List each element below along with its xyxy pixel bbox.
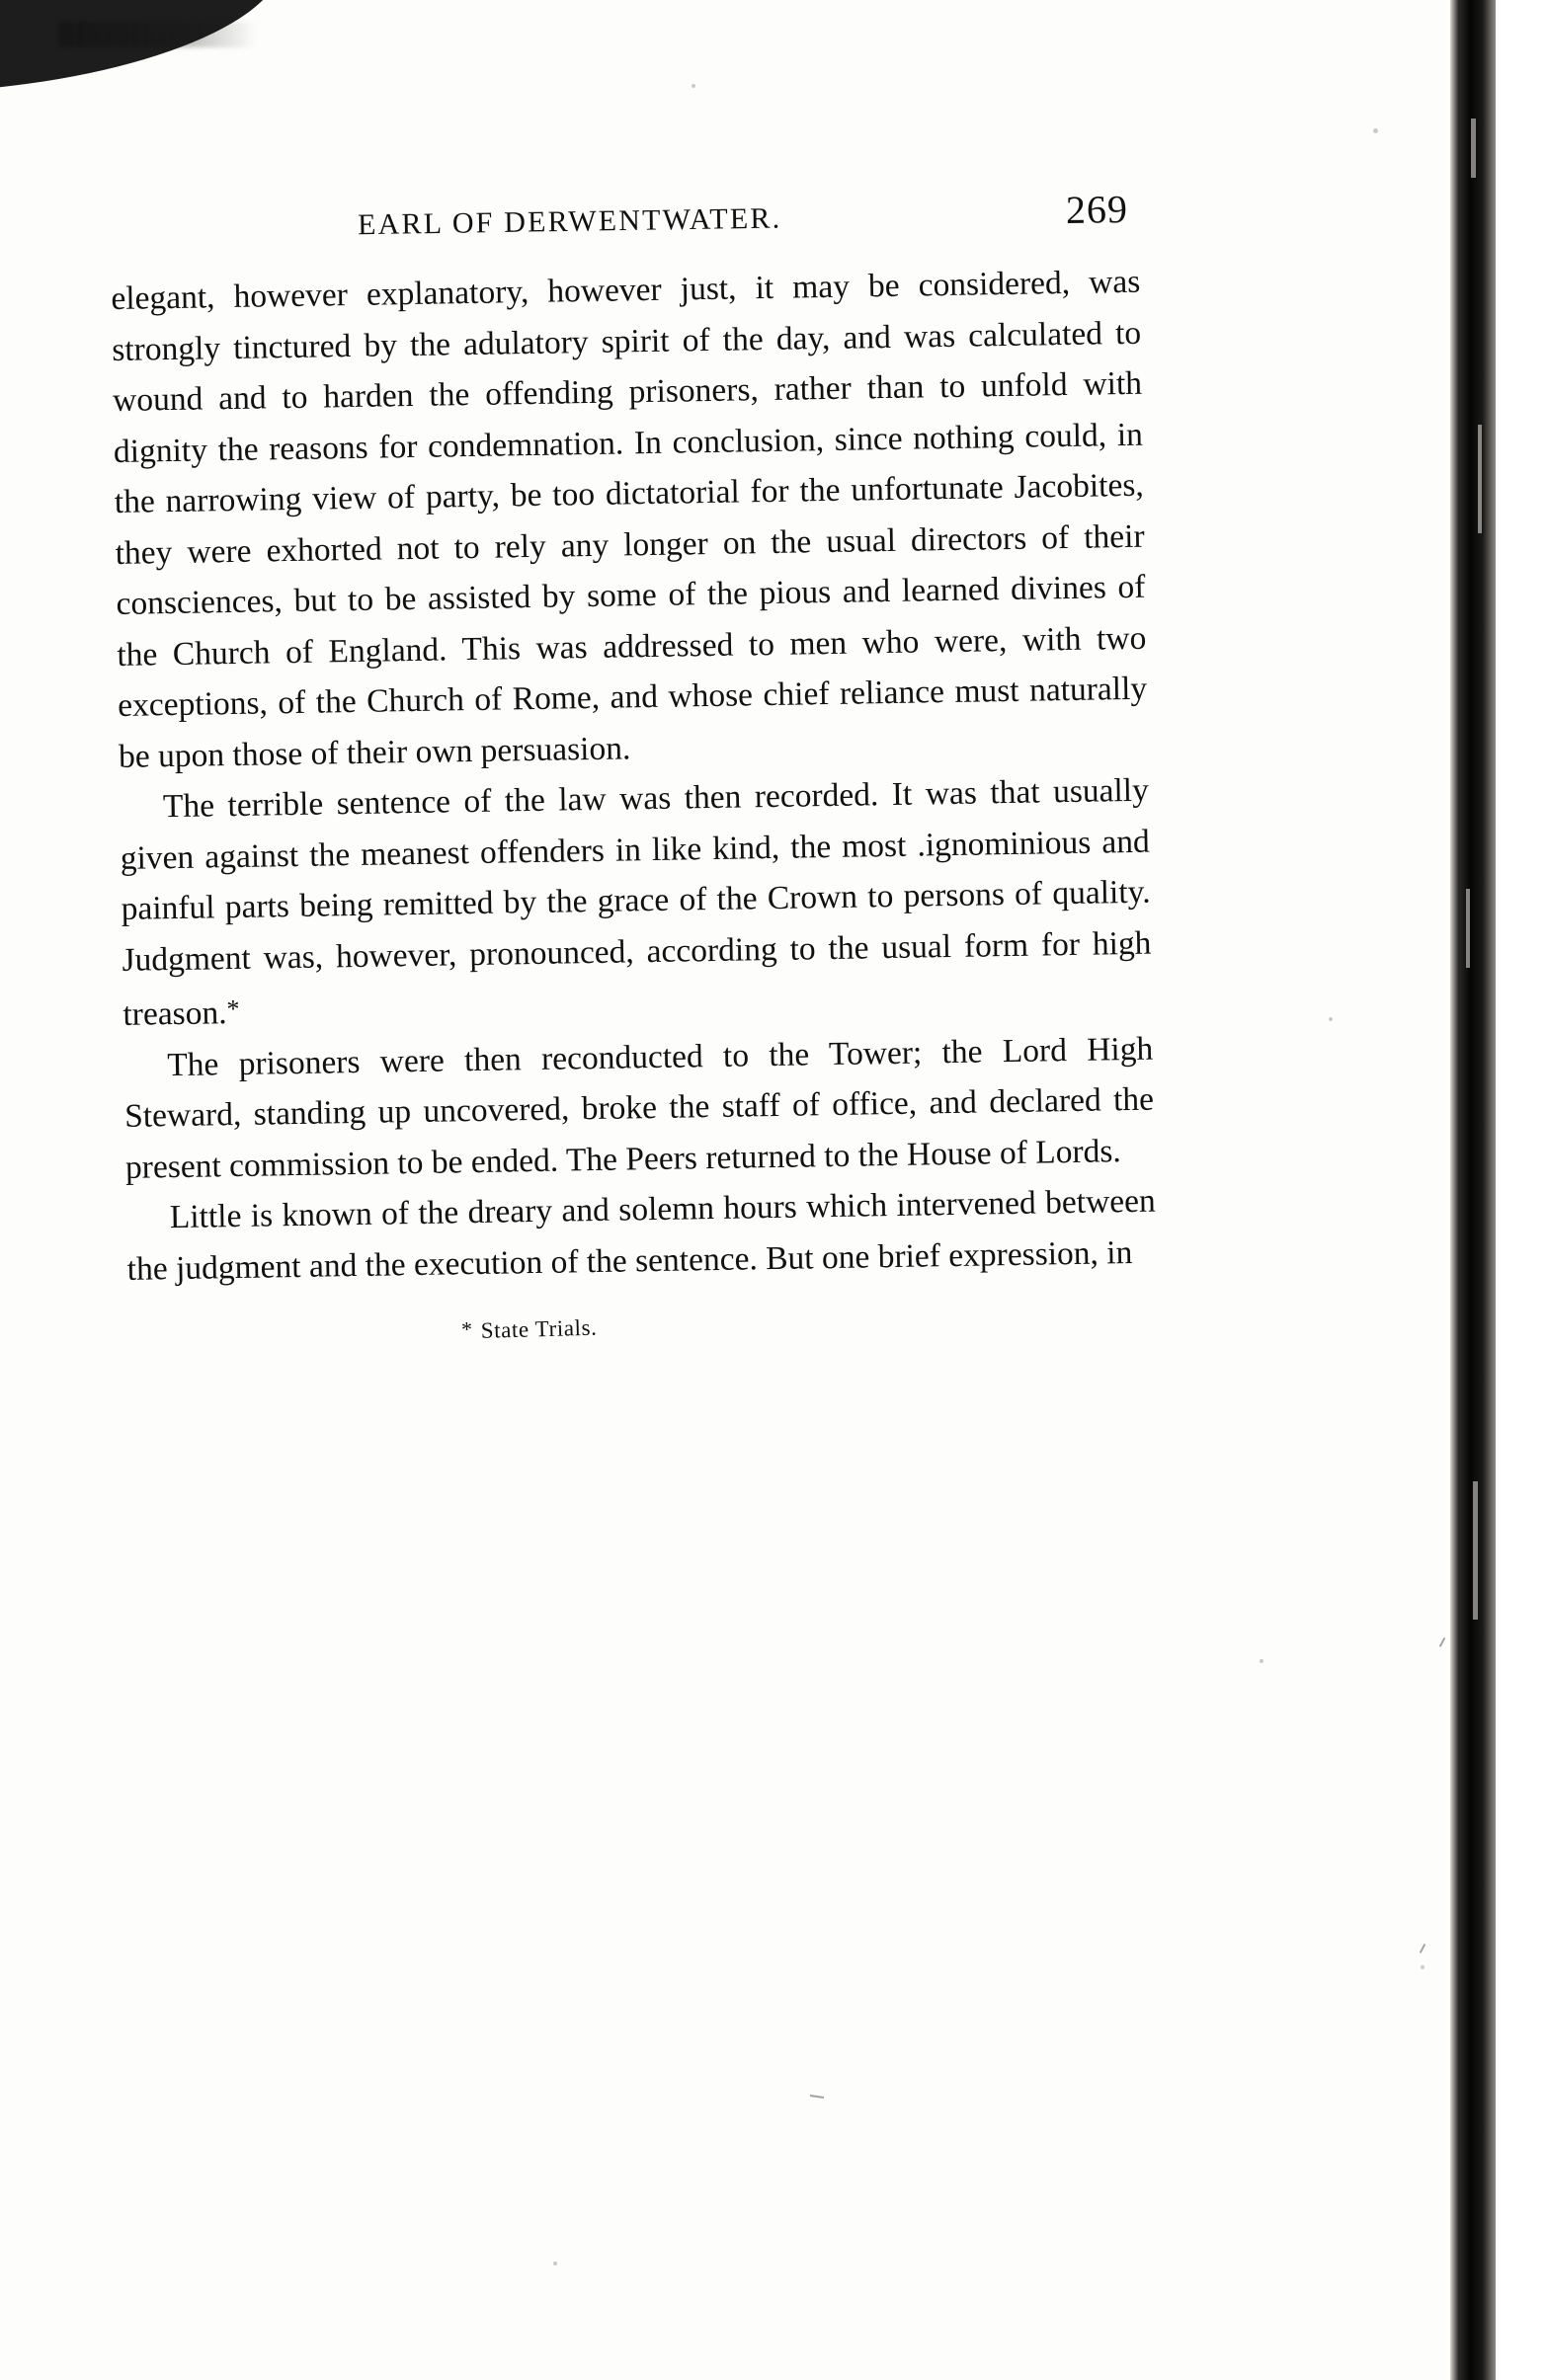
dust-speck (1421, 1965, 1425, 1969)
paragraph-2-text: The terrible sentence of the law was then recorded. It was that usually given against the meanest offenders in like kind, the most .ignominious and painful parts being remitted by the grace of the Crown to persons of quality. Judgment was, however, pronounced, according to the usual form for high treason. (120, 771, 1152, 1033)
scan-corner-streak (59, 22, 257, 47)
running-head: EARL OF DERWENTWATER. (357, 201, 782, 242)
scan-tick (810, 2095, 824, 2099)
text-block (111, 257, 1158, 1348)
gutter-speck (1466, 889, 1470, 968)
dust-speck (1260, 1659, 1263, 1663)
paragraph-4: Little is known of the dreary and solemn hours which intervened between the judgment and the execution of the sentence. But one brief expression, in (126, 1182, 1157, 1288)
footnote-marker: * (460, 1316, 474, 1342)
dust-speck (692, 84, 695, 88)
body-text (111, 257, 1157, 1295)
page-gutter-shadow (1450, 0, 1496, 2380)
paragraph-1: elegant, however explanatory, however just, it may be considered, was strongly tinctured by the adulatory spirit of the day, and was calculated to wound and to harden the offending prisoners, rather than to unfold with dignity the reasons for condemnation. In conclusion, since nothing could, in the narrowing view of party, be too dictatorial for the unfortunate Jacobites, they were exhorted not to rely any longer on the usual directors of their consciences, but to be assisted by some of the pious and learned divines of the Church of England. This was addressed to men who were, with two exceptions, of the Church of Rome, and whose chief reliance must naturally be upon those of their own persuasion. (111, 263, 1148, 775)
dust-speck (1373, 128, 1378, 133)
scan-tick (1439, 1637, 1445, 1647)
dust-speck (553, 2261, 557, 2265)
gutter-speck (1473, 1481, 1478, 1620)
footnote-area (128, 1297, 1158, 1354)
gutter-speck (1471, 119, 1476, 178)
page-number: 269 (1065, 187, 1129, 232)
scan-tick (1420, 1944, 1425, 1953)
paragraph-2 (120, 765, 1153, 1041)
footnote-text: State Trials. (480, 1314, 598, 1343)
page-content (111, 187, 1157, 1348)
page-header (111, 186, 1141, 248)
dust-speck (1329, 1017, 1333, 1021)
page-outer-edge (1496, 0, 1547, 2380)
footnote-reference-marker: * (226, 993, 240, 1024)
paragraph-3: The prisoners were then reconducted to the Tower; the Lord High Steward, standing up uncovered, broke the staff of office, and declared the present commission to be ended. The Peers returned to the House of Lords. (123, 1030, 1155, 1186)
gutter-speck (1478, 425, 1482, 533)
